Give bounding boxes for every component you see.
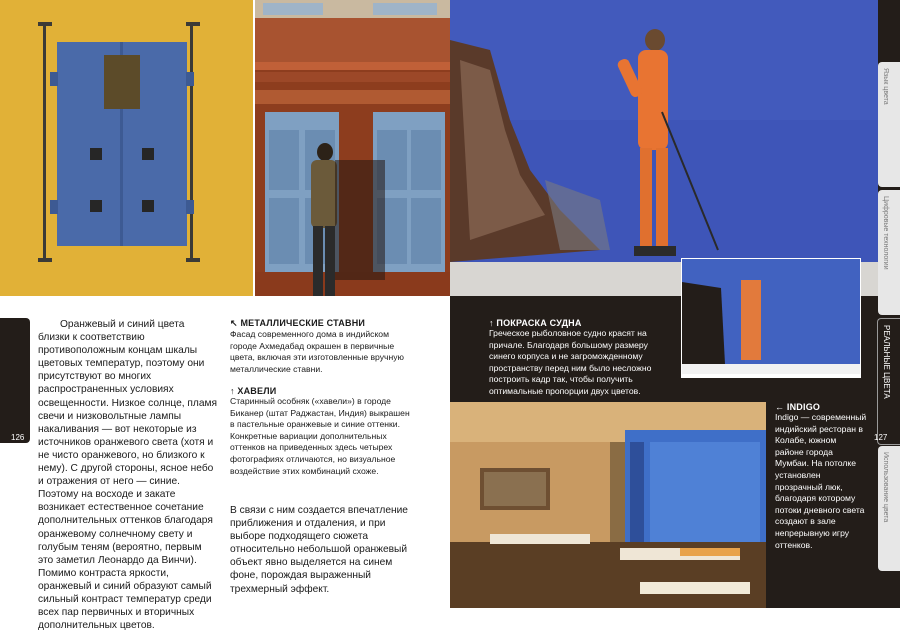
caption-title: МЕТАЛЛИЧЕСКИЕ СТАВНИ [240, 318, 366, 328]
photo-ship-painting [450, 0, 878, 296]
tab-color-language[interactable] [878, 62, 900, 187]
closing-paragraph: В связи с ним создается впечатление приближения и отдаления, и при выборе подходящего сюжета относительно небольшой оранжевый объект явно выделяется на синем фоне, порождая выраженный трехмерный эффект. [230, 505, 408, 595]
caption-text: Фасад современного дома в индийском городе Ахмедабад окрашен в первичные цвета, включая эти изготовленные вручную металлические ставни. [230, 329, 404, 374]
arrow-up-left-icon: ↖ [230, 318, 238, 328]
photo-metal-shutters [0, 0, 253, 296]
arrow-left-icon: ← [775, 402, 785, 412]
left-page-tab [0, 318, 30, 443]
tab-real-colors[interactable] [877, 318, 900, 445]
arrow-up-icon: ↑ [230, 386, 235, 396]
caption-text: Indigo — современный индийский ресторан в Колабе, южном районе города Мумбаи. На потолке установлен прозрачный люк, благодаря которому потоки дневного света создают в зале непрерывную игру оттенков. [775, 412, 867, 550]
color-proportion-swatch [681, 258, 861, 378]
caption-title: ХАВЕЛИ [237, 386, 277, 396]
caption-text: Старинный особняк («хавели») в городе Биканер (штат Раджастан, Индия) выкрашен в пастельные оранжевые и синие оттенки. Конкретные вариации дополнительных оттенков на приведенных здесь четырех фотографиях отличаются, но визуальное воздействие этих комбинаций схоже. [230, 396, 410, 476]
photo-haveli [255, 0, 450, 296]
caption-title: ПОКРАСКА СУДНА [496, 318, 582, 328]
page-number-right: 127 [874, 433, 888, 442]
caption-metal-shutters [230, 318, 410, 375]
caption-ship-painting [489, 318, 675, 398]
tab-using-color[interactable] [878, 446, 900, 571]
photo-indigo-restaurant [450, 402, 766, 608]
caption-text: Греческое рыболовное судно красят на причале. Благодаря большому размеру синего корпуса и не загроможденному пространству перед ним было несложно построить кадр так, чтобы получить оптимальные пропорции двух цветов. [489, 328, 652, 396]
caption-haveli [230, 386, 412, 477]
body-paragraph: Оранжевый и синий цвета близки к соответствию противоположным концам шкалы цветовых температур, поэтому они присутствуют во многих распространенных условиях освещенности. Низкое солнце, пламя свечи и низковольтные лампы накаливания — вот некоторые из источников оранжевого света (хотя и не чисто оранжевого, но близкого к нему). С другой стороны, ясное небо и отражения от него — синие. Поэтому на восходе и закате возникает естественное сочетание дополнительных оттенков благодаря оранжевому солнечному свету и голубым теням (вероятно, первым это заметил Леонардо да Винчи). Помимо контраста яркости, оранжевый и синий образуют самый сильный контраст температур среди всех пар первичных и вторичных дополнительных цветов. [38, 319, 218, 632]
arrow-up-icon: ↑ [489, 318, 494, 328]
tab-label: Использование цвета [882, 452, 889, 523]
page-number-left: 126 [11, 433, 25, 442]
caption-indigo [775, 402, 867, 551]
tab-label: Язык цвета [882, 68, 889, 105]
tab-digital-technology[interactable] [878, 190, 900, 315]
caption-title: INDIGO [786, 402, 821, 412]
tab-label: РЕАЛЬНЫЕ ЦВЕТА [882, 325, 891, 399]
tab-label: Цифровые технологии [882, 196, 889, 270]
